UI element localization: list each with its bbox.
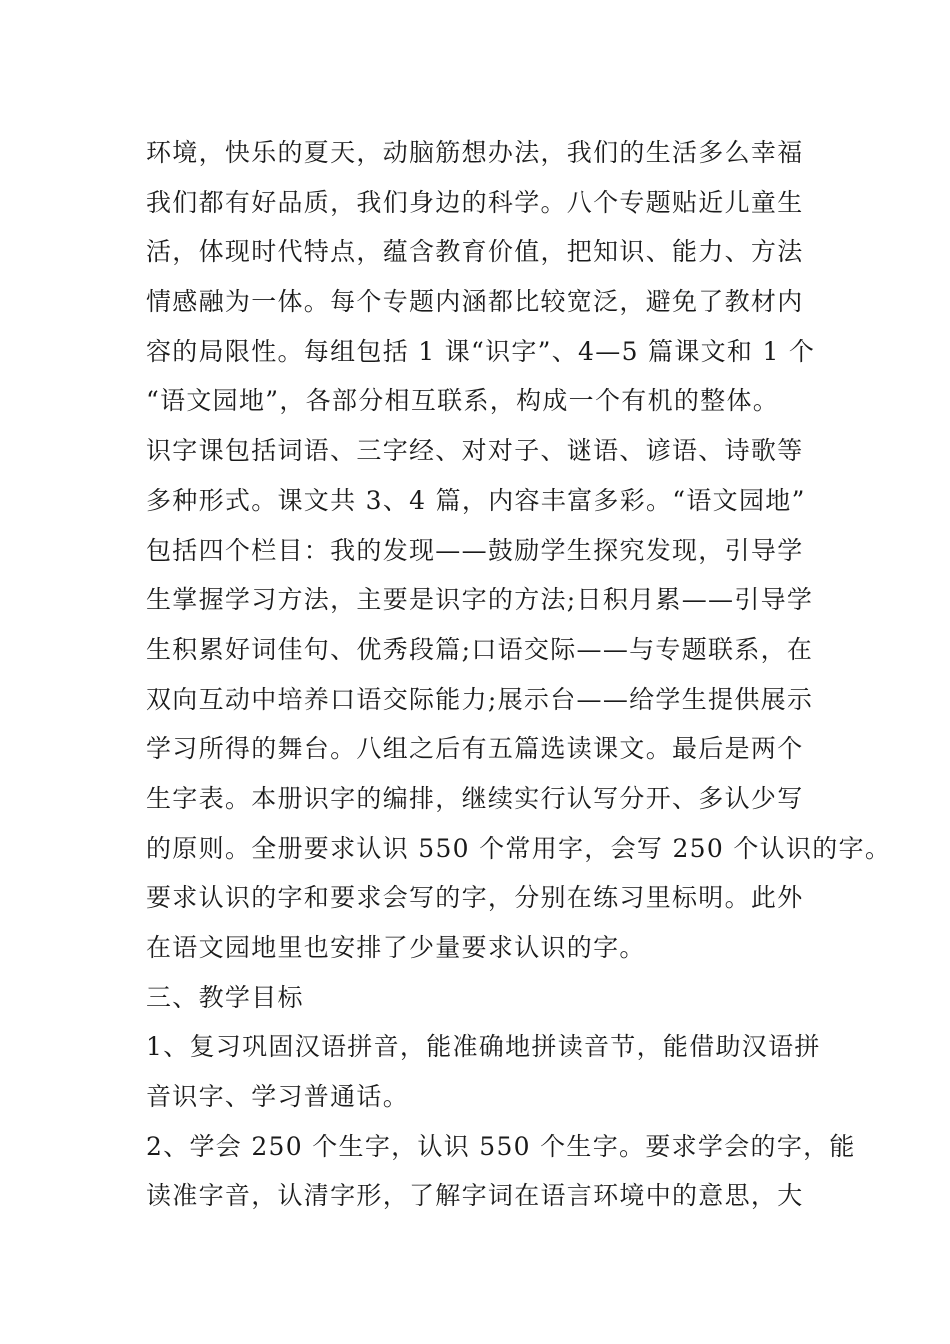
text-line: 识字课包括词语、三字经、对对子、谜语、谚语、诗歌等: [146, 436, 804, 466]
text-line: 读准字音，认清字形，了解字词在语言环境中的意思，大: [146, 1181, 804, 1211]
text-line: 容的局限性。每组包括 1 课“识字”、4—5 篇课文和 1 个: [146, 336, 816, 366]
text-line: 生积累好词佳句、优秀段篇;口语交际——与专题联系，在: [146, 634, 814, 664]
text-line: “语文园地”，各部分相互联系，构成一个有机的整体。: [146, 386, 780, 416]
text-line: 学习所得的舞台。八组之后有五篇选读课文。最后是两个: [146, 734, 804, 764]
text-line: 多种形式。课文共 3、4 篇，内容丰富多彩。“语文园地”: [146, 485, 806, 515]
text-line: 生掌握学习方法，主要是识字的方法;日积月累——引导学: [146, 585, 814, 615]
text-line: 活，体现时代特点，蕴含教育价值，把知识、能力、方法: [146, 237, 804, 267]
text-line: 音识字、学习普通话。: [146, 1082, 410, 1112]
text-line: 环境，快乐的夏天，动脑筋想办法，我们的生活多么幸福: [146, 138, 804, 167]
text-line: 1、复习巩固汉语拼音，能准确地拼读音节，能借助汉语拼: [146, 1032, 821, 1062]
body-text: [146, 128, 892, 1221]
text-line: 生字表。本册识字的编排，继续实行认写分开、多认少写: [146, 783, 804, 813]
text-line: 的原则。全册要求认识 550 个常用字，会写 250 个认识的字。: [146, 833, 892, 863]
text-line: 包括四个栏目：我的发现——鼓励学生探究发现，引导学: [146, 535, 804, 565]
section-heading: 三、教学目标: [146, 982, 304, 1012]
text-line: 要求认识的字和要求会写的字，分别在练习里标明。此外: [146, 883, 804, 913]
text-line: 2、学会 250 个生字，认识 550 个生字。要求学会的字，能: [146, 1131, 856, 1161]
text-line: 双向互动中培养口语交际能力;展示台——给学生提供展示: [146, 684, 814, 714]
text-line: 情感融为一体。每个专题内涵都比较宽泛，避免了教材内: [146, 287, 804, 317]
text-line: 我们都有好品质，我们身边的科学。八个专题贴近儿童生: [146, 187, 804, 217]
text-line: 在语文园地里也安排了少量要求认识的字。: [146, 933, 646, 962]
